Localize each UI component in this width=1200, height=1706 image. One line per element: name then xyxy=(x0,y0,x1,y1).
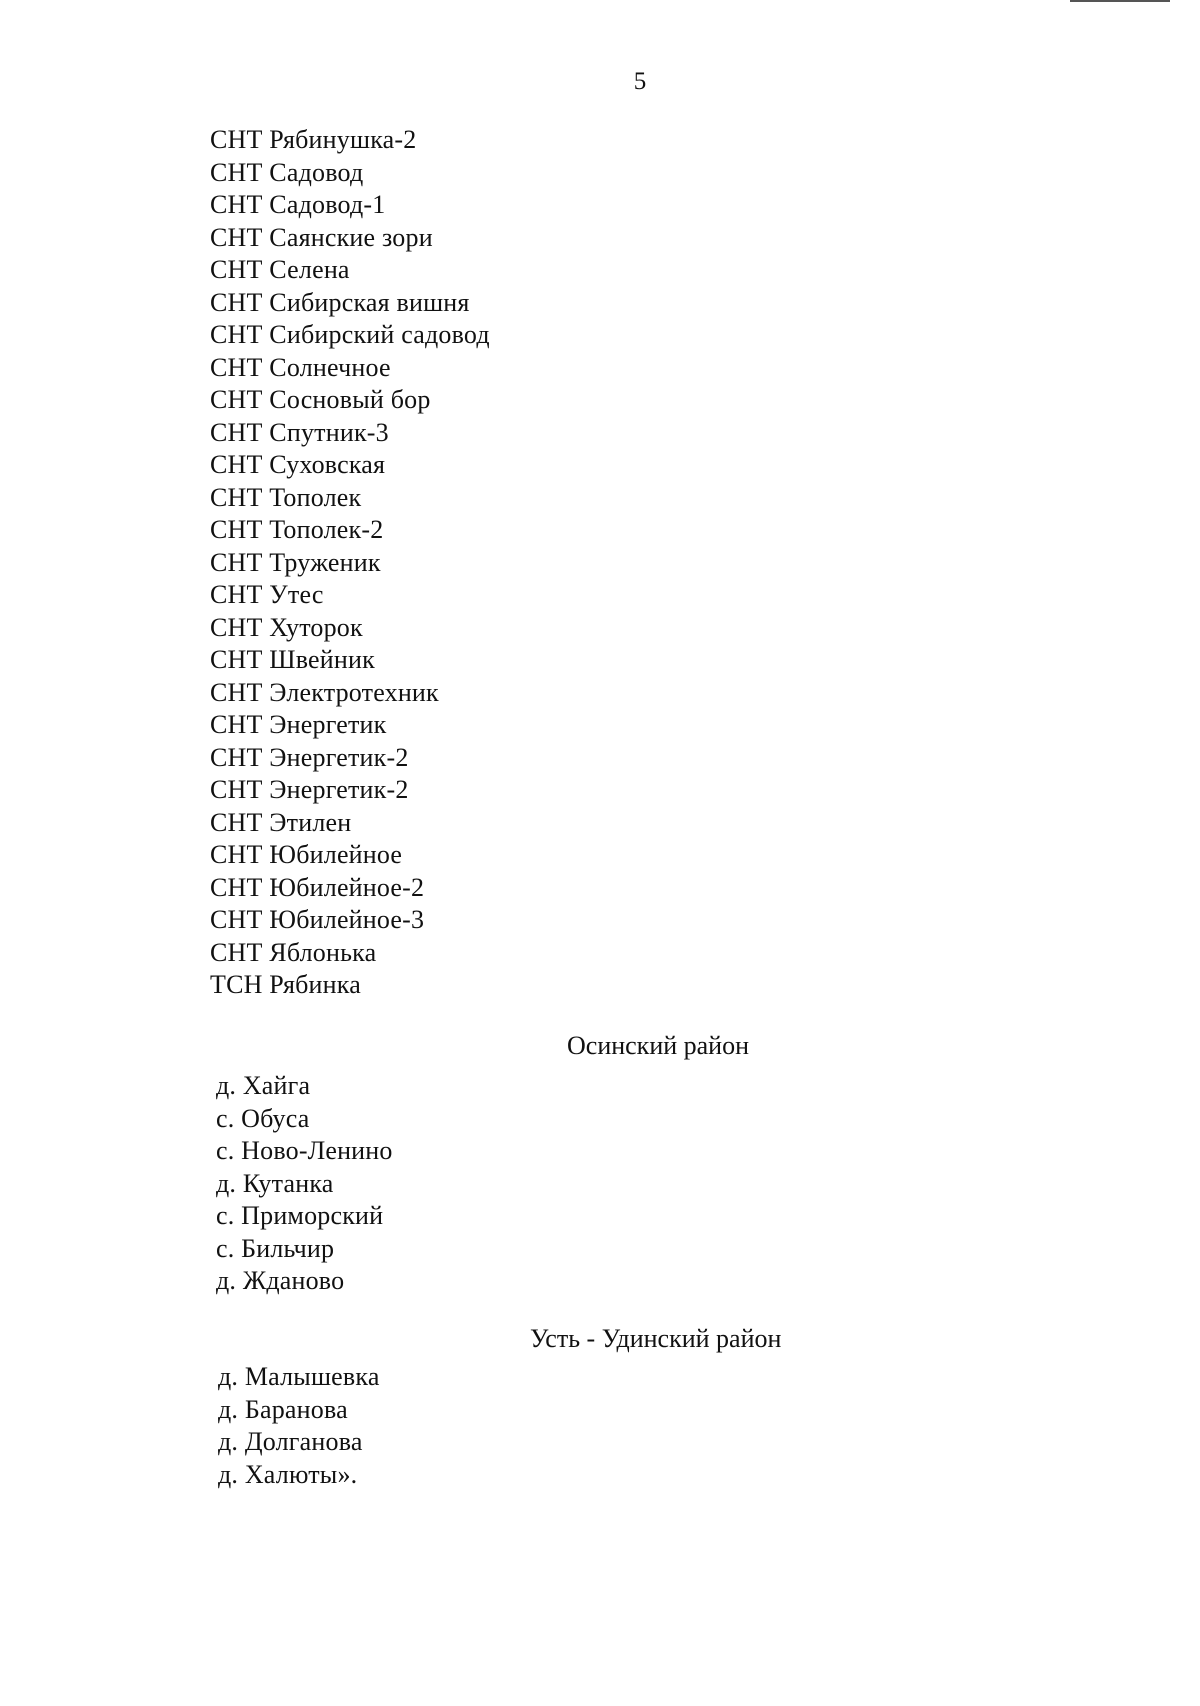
list-item: СНТ Суховская xyxy=(210,450,386,479)
section-title-ust-udinsky: Усть - Удинский район xyxy=(530,1324,782,1353)
list-item: СНТ Селена xyxy=(210,255,350,284)
list-item: СНТ Хуторок xyxy=(210,612,363,642)
list-item: СНТ Электротехник xyxy=(210,677,439,707)
list-item: с. Обуса xyxy=(216,1103,310,1133)
list-item: д. Халюты». xyxy=(218,1459,358,1489)
section-title-osinsky: Осинский район xyxy=(567,1031,750,1060)
list-item: д. Баранова xyxy=(218,1394,348,1424)
list-item: д. Жданово xyxy=(216,1266,345,1295)
list-item: СНТ Этилен xyxy=(210,807,352,837)
snt-list xyxy=(210,124,490,1002)
page-number: 5 xyxy=(633,68,647,95)
list-item: СНТ Швейник xyxy=(210,645,375,674)
list-item: СНТ Юбилейное-2 xyxy=(210,872,425,902)
list-item: д. Хайга xyxy=(216,1071,311,1100)
list-item: СНТ Сибирский садовод xyxy=(210,320,490,349)
list-item: СНТ Саянские зори xyxy=(210,222,433,252)
list-item: СНТ Утес xyxy=(210,580,324,609)
list-item: СНТ Рябинушка-2 xyxy=(210,125,417,154)
list-item: СНТ Яблонька xyxy=(210,937,377,967)
list-item: СНТ Юбилейное-3 xyxy=(210,905,425,934)
list-item: ТСН Рябинка xyxy=(210,970,361,999)
list-item: СНТ Сосновый бор xyxy=(210,385,431,414)
list-item: с. Бильчир xyxy=(216,1233,335,1263)
list-item: СНТ Садовод xyxy=(210,157,364,187)
list-item: д. Долганова xyxy=(218,1427,363,1456)
list-item: СНТ Труженик xyxy=(210,547,381,577)
list-item: СНТ Энергетик-2 xyxy=(210,742,409,772)
list-item: СНТ Солнечное xyxy=(210,352,391,382)
list-item: СНТ Садовод-1 xyxy=(210,190,386,219)
list-item: СНТ Юбилейное xyxy=(210,840,403,869)
list-item: с. Приморский xyxy=(216,1201,384,1230)
list-item: СНТ Тополек-2 xyxy=(210,515,384,544)
scan-corner-mark xyxy=(1070,0,1170,6)
list-item: д. Кутанка xyxy=(216,1168,334,1198)
ust-udinsky-list xyxy=(218,1361,380,1491)
list-item: СНТ Тополек xyxy=(210,482,362,512)
list-item: СНТ Спутник-3 xyxy=(210,417,389,447)
list-item: СНТ Энергетик xyxy=(210,710,387,739)
list-item: д. Малышевка xyxy=(218,1362,380,1391)
list-item: СНТ Энергетик-2 xyxy=(210,775,409,804)
list-item: СНТ Сибирская вишня xyxy=(210,287,470,317)
list-item: с. Ново-Ленино xyxy=(216,1136,393,1165)
osinsky-list xyxy=(216,1070,393,1298)
